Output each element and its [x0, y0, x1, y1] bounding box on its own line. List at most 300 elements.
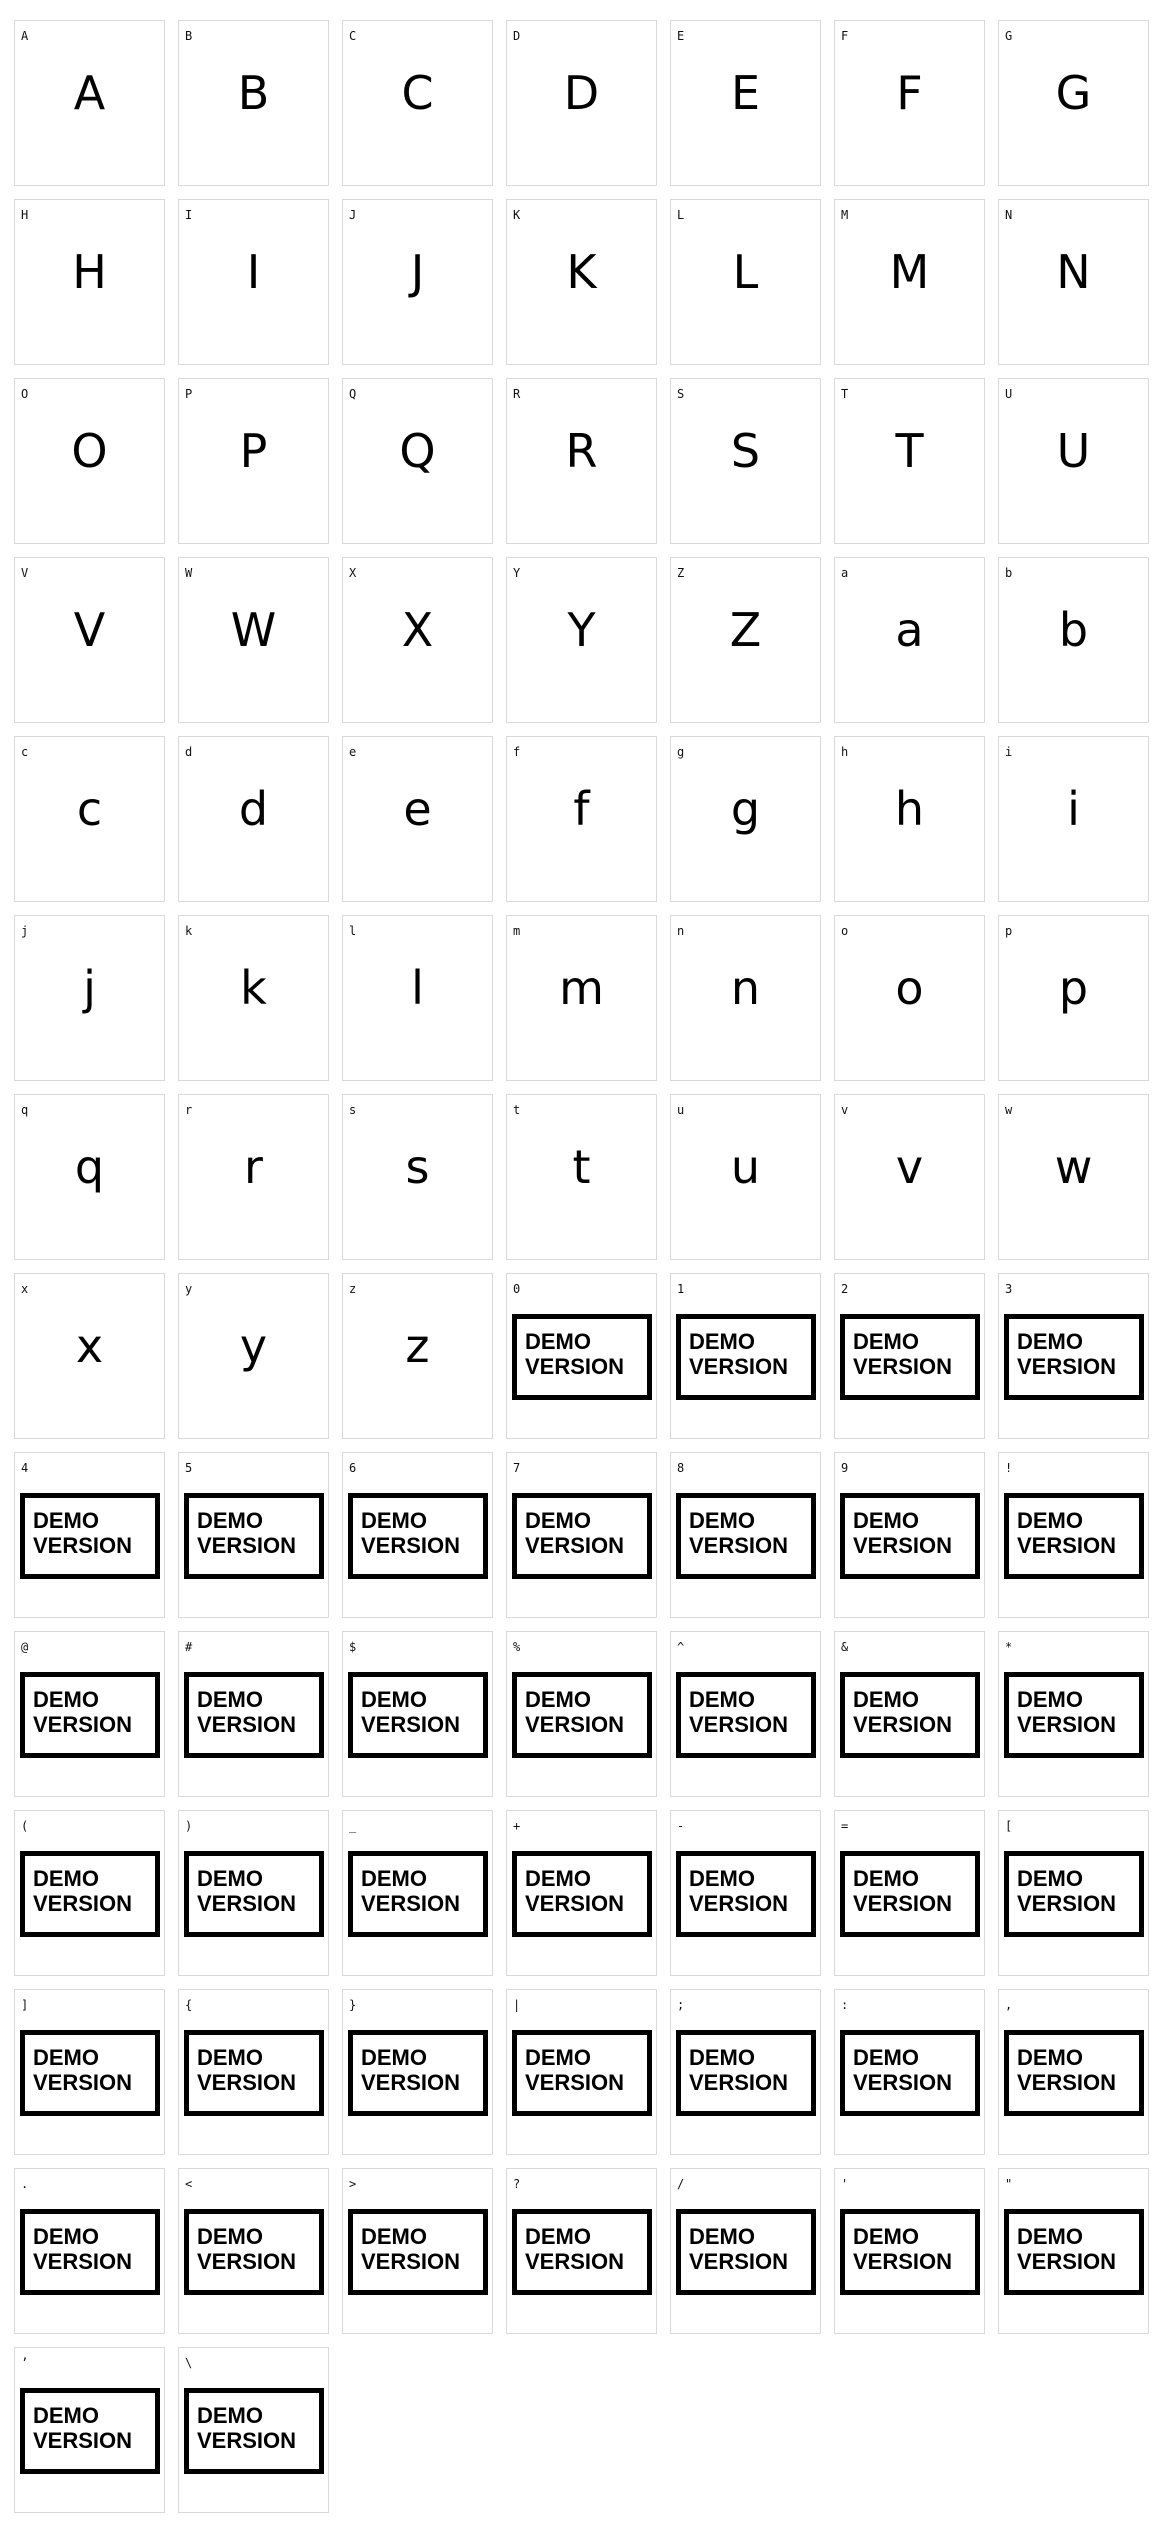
- glyph-label: X: [349, 566, 357, 580]
- glyph-cell: [998, 199, 1149, 365]
- demo-line: DEMO: [853, 1508, 919, 1533]
- glyph-cell-demo: [506, 1452, 657, 1618]
- glyph-grid: [14, 20, 1149, 2513]
- glyph-label: Y: [513, 566, 521, 580]
- glyph-sample: v: [895, 1140, 924, 1194]
- glyph-label: u: [677, 1103, 685, 1117]
- glyph-cell-demo: [670, 2168, 821, 2334]
- glyph-sample: R: [565, 424, 598, 478]
- glyph-sample: q: [74, 1140, 105, 1194]
- glyph-sample: f: [573, 782, 590, 836]
- demo-line: DEMO: [689, 1687, 755, 1712]
- demo-version-box: [512, 1672, 652, 1758]
- glyph-sample: t: [572, 1140, 591, 1194]
- glyph-label: z: [349, 1282, 357, 1296]
- glyph-sample: z: [405, 1319, 430, 1373]
- glyph-cell: [506, 199, 657, 365]
- glyph-label: Q: [349, 387, 357, 401]
- glyph-cell: [670, 199, 821, 365]
- demo-line: DEMO: [33, 1866, 99, 1891]
- glyph-label: e: [349, 745, 357, 759]
- glyph-label: =: [841, 1819, 849, 1833]
- demo-line: DEMO: [197, 1866, 263, 1891]
- glyph-cell-demo: [998, 1989, 1149, 2155]
- glyph-label: ": [1005, 2177, 1013, 2191]
- demo-line: VERSION: [853, 1712, 953, 1737]
- glyph-cell: [178, 915, 329, 1081]
- glyph-cell: [14, 378, 165, 544]
- glyph-cell: [998, 20, 1149, 186]
- glyph-cell: [834, 378, 985, 544]
- glyph-label: (: [21, 1819, 29, 1833]
- glyph-cell-demo: [14, 2347, 165, 2513]
- demo-line: DEMO: [1017, 1508, 1083, 1533]
- demo-line: VERSION: [525, 1354, 625, 1379]
- glyph-label: j: [21, 924, 29, 938]
- demo-line: VERSION: [361, 1533, 461, 1558]
- demo-line: DEMO: [361, 2224, 427, 2249]
- glyph-cell: [14, 557, 165, 723]
- glyph-sample: S: [730, 424, 761, 478]
- demo-line: DEMO: [1017, 1866, 1083, 1891]
- glyph-sample: a: [895, 603, 924, 657]
- demo-line: DEMO: [33, 2045, 99, 2070]
- glyph-sample: M: [889, 245, 930, 299]
- glyph-label: C: [349, 29, 357, 43]
- demo-line: DEMO: [689, 2045, 755, 2070]
- glyph-sample: r: [244, 1140, 263, 1194]
- glyph-label: @: [21, 1640, 29, 1654]
- glyph-cell: [670, 378, 821, 544]
- demo-line: VERSION: [1017, 2249, 1117, 2274]
- glyph-label: k: [185, 924, 193, 938]
- glyph-cell: [178, 736, 329, 902]
- demo-line: DEMO: [197, 1687, 263, 1712]
- glyph-cell-demo: [998, 1273, 1149, 1439]
- demo-line: DEMO: [33, 1687, 99, 1712]
- demo-line: DEMO: [361, 2045, 427, 2070]
- glyph-label: A: [21, 29, 29, 43]
- glyph-cell: [178, 1094, 329, 1260]
- demo-line: DEMO: [197, 2403, 263, 2428]
- demo-version-box: [1004, 2209, 1144, 2295]
- glyph-cell-demo: [506, 1989, 657, 2155]
- glyph-cell: [506, 1094, 657, 1260]
- demo-line: DEMO: [33, 2403, 99, 2428]
- demo-version-box: [348, 1851, 488, 1937]
- demo-line: DEMO: [853, 1866, 919, 1891]
- demo-line: VERSION: [689, 2249, 789, 2274]
- glyph-sample: L: [732, 245, 759, 299]
- glyph-sample: Z: [729, 603, 762, 657]
- demo-version-box: [1004, 1851, 1144, 1937]
- glyph-cell: [178, 378, 329, 544]
- glyph-cell: [178, 20, 329, 186]
- glyph-label: m: [513, 924, 521, 938]
- glyph-cell-demo: [834, 1989, 985, 2155]
- demo-line: VERSION: [197, 1891, 297, 1916]
- demo-version-box: [1004, 1314, 1144, 1400]
- glyph-cell-demo: [998, 1452, 1149, 1618]
- glyph-cell-demo: [670, 1452, 821, 1618]
- demo-line: DEMO: [689, 1329, 755, 1354]
- demo-version-box: [184, 1493, 324, 1579]
- glyph-label: B: [185, 29, 193, 43]
- glyph-cell-demo: [14, 1631, 165, 1797]
- demo-line: VERSION: [689, 1712, 789, 1737]
- glyph-cell-demo: [342, 1631, 493, 1797]
- glyph-cell: [670, 736, 821, 902]
- demo-version-box: [348, 2209, 488, 2295]
- glyph-cell-demo: [834, 1452, 985, 1618]
- glyph-sample: K: [566, 245, 597, 299]
- glyph-cell-demo: [998, 2168, 1149, 2334]
- glyph-sample: m: [559, 961, 604, 1015]
- glyph-cell: [670, 557, 821, 723]
- glyph-sample: n: [730, 961, 761, 1015]
- demo-line: VERSION: [33, 1891, 133, 1916]
- demo-line: VERSION: [853, 1533, 953, 1558]
- demo-line: VERSION: [525, 2249, 625, 2274]
- glyph-label: /: [677, 2177, 685, 2191]
- glyph-sample: Y: [567, 603, 596, 657]
- glyph-sample: T: [895, 424, 924, 478]
- glyph-cell-demo: [342, 1452, 493, 1618]
- glyph-cell-demo: [14, 1989, 165, 2155]
- demo-line: VERSION: [853, 1354, 953, 1379]
- glyph-label: ': [841, 2177, 849, 2191]
- glyph-label: ’: [21, 2356, 29, 2370]
- demo-line: DEMO: [689, 2224, 755, 2249]
- glyph-label: *: [1005, 1640, 1013, 1654]
- demo-line: DEMO: [525, 1866, 591, 1891]
- demo-version-box: [676, 2209, 816, 2295]
- glyph-sample: w: [1054, 1140, 1093, 1194]
- glyph-sample: e: [403, 782, 432, 836]
- glyph-sample: i: [1067, 782, 1080, 836]
- glyph-cell-demo: [342, 1810, 493, 1976]
- demo-line: VERSION: [853, 2070, 953, 2095]
- glyph-cell: [834, 1094, 985, 1260]
- glyph-label: g: [677, 745, 685, 759]
- glyph-cell-demo: [14, 1810, 165, 1976]
- demo-line: DEMO: [853, 1687, 919, 1712]
- glyph-label: :: [841, 1998, 849, 2012]
- demo-line: VERSION: [689, 1533, 789, 1558]
- demo-version-box: [1004, 2030, 1144, 2116]
- glyph-sample: b: [1058, 603, 1089, 657]
- demo-version-box: [512, 2209, 652, 2295]
- glyph-label: c: [21, 745, 29, 759]
- glyph-label: v: [841, 1103, 849, 1117]
- glyph-cell-demo: [178, 1989, 329, 2155]
- glyph-label: h: [841, 745, 849, 759]
- glyph-sample: H: [72, 245, 107, 299]
- glyph-label: 7: [513, 1461, 521, 1475]
- glyph-cell: [834, 20, 985, 186]
- demo-line: VERSION: [361, 2070, 461, 2095]
- demo-line: DEMO: [1017, 2224, 1083, 2249]
- glyph-label: P: [185, 387, 193, 401]
- demo-version-box: [676, 2030, 816, 2116]
- glyph-label: ): [185, 1819, 193, 1833]
- glyph-label: a: [841, 566, 849, 580]
- glyph-cell: [998, 736, 1149, 902]
- glyph-sample: d: [238, 782, 269, 836]
- glyph-label: S: [677, 387, 685, 401]
- glyph-cell-demo: [998, 1810, 1149, 1976]
- glyph-label: V: [21, 566, 29, 580]
- glyph-cell-demo: [342, 2168, 493, 2334]
- glyph-label: -: [677, 1819, 685, 1833]
- glyph-cell-demo: [670, 1989, 821, 2155]
- demo-version-box: [676, 1314, 816, 1400]
- glyph-label: [: [1005, 1819, 1013, 1833]
- glyph-label: Z: [677, 566, 685, 580]
- glyph-label: 1: [677, 1282, 685, 1296]
- demo-line: VERSION: [525, 1712, 625, 1737]
- glyph-label: ?: [513, 2177, 521, 2191]
- glyph-sample: G: [1055, 66, 1092, 120]
- glyph-cell-demo: [342, 1989, 493, 2155]
- demo-version-box: [840, 2030, 980, 2116]
- glyph-label: +: [513, 1819, 521, 1833]
- glyph-label: _: [349, 1819, 357, 1833]
- glyph-cell: [998, 915, 1149, 1081]
- glyph-sample: A: [73, 66, 106, 120]
- glyph-label: &: [841, 1640, 849, 1654]
- glyph-cell-demo: [834, 1810, 985, 1976]
- glyph-label: T: [841, 387, 849, 401]
- glyph-cell-demo: [178, 2347, 329, 2513]
- glyph-sample: F: [896, 66, 923, 120]
- glyph-label: #: [185, 1640, 193, 1654]
- demo-version-box: [348, 1493, 488, 1579]
- demo-version-box: [184, 1851, 324, 1937]
- glyph-cell: [998, 557, 1149, 723]
- demo-line: VERSION: [197, 2070, 297, 2095]
- demo-version-box: [676, 1672, 816, 1758]
- glyph-cell: [14, 736, 165, 902]
- demo-version-box: [512, 2030, 652, 2116]
- demo-line: VERSION: [197, 1712, 297, 1737]
- glyph-cell-demo: [834, 2168, 985, 2334]
- glyph-label: 2: [841, 1282, 849, 1296]
- glyph-label: >: [349, 2177, 357, 2191]
- glyph-cell-demo: [506, 2168, 657, 2334]
- demo-line: VERSION: [1017, 1533, 1117, 1558]
- glyph-cell: [998, 378, 1149, 544]
- glyph-cell: [178, 1273, 329, 1439]
- glyph-sample: Q: [399, 424, 436, 478]
- glyph-label: q: [21, 1103, 29, 1117]
- glyph-cell: [178, 199, 329, 365]
- glyph-label: U: [1005, 387, 1013, 401]
- glyph-cell-demo: [506, 1273, 657, 1439]
- glyph-cell-demo: [834, 1631, 985, 1797]
- glyph-label: 0: [513, 1282, 521, 1296]
- demo-line: DEMO: [1017, 1687, 1083, 1712]
- demo-version-box: [512, 1493, 652, 1579]
- glyph-label: 5: [185, 1461, 193, 1475]
- glyph-sample: N: [1056, 245, 1091, 299]
- demo-line: DEMO: [33, 1508, 99, 1533]
- glyph-cell-demo: [670, 1810, 821, 1976]
- glyph-cell: [342, 1094, 493, 1260]
- demo-version-box: [20, 2388, 160, 2474]
- glyph-sample: p: [1058, 961, 1089, 1015]
- glyph-label: r: [185, 1103, 193, 1117]
- demo-line: DEMO: [525, 1329, 591, 1354]
- demo-line: DEMO: [197, 2224, 263, 2249]
- demo-version-box: [184, 2388, 324, 2474]
- glyph-sample: k: [240, 961, 267, 1015]
- glyph-label: %: [513, 1640, 521, 1654]
- glyph-label: o: [841, 924, 849, 938]
- glyph-sample: D: [563, 66, 600, 120]
- demo-line: VERSION: [33, 2249, 133, 2274]
- demo-line: VERSION: [361, 2249, 461, 2274]
- glyph-cell: [834, 557, 985, 723]
- demo-line: DEMO: [853, 2045, 919, 2070]
- glyph-cell: [834, 736, 985, 902]
- demo-line: DEMO: [525, 1508, 591, 1533]
- demo-line: DEMO: [1017, 2045, 1083, 2070]
- glyph-label: p: [1005, 924, 1013, 938]
- demo-line: VERSION: [197, 2428, 297, 2453]
- glyph-cell: [342, 378, 493, 544]
- demo-version-box: [184, 1672, 324, 1758]
- glyph-label: F: [841, 29, 849, 43]
- glyph-label: \: [185, 2356, 193, 2370]
- glyph-cell: [670, 1094, 821, 1260]
- glyph-sample: h: [894, 782, 925, 836]
- demo-line: VERSION: [33, 1712, 133, 1737]
- glyph-cell: [342, 199, 493, 365]
- glyph-label: b: [1005, 566, 1013, 580]
- demo-version-box: [512, 1851, 652, 1937]
- glyph-cell-demo: [14, 2168, 165, 2334]
- glyph-label: ]: [21, 1998, 29, 2012]
- glyph-label: 8: [677, 1461, 685, 1475]
- glyph-cell-demo: [178, 1452, 329, 1618]
- glyph-sample: I: [246, 245, 261, 299]
- glyph-cell: [834, 915, 985, 1081]
- glyph-label: 4: [21, 1461, 29, 1475]
- glyph-label: O: [21, 387, 29, 401]
- demo-line: DEMO: [525, 2224, 591, 2249]
- demo-line: VERSION: [33, 2070, 133, 2095]
- glyph-label: y: [185, 1282, 193, 1296]
- demo-line: VERSION: [361, 1712, 461, 1737]
- demo-line: DEMO: [525, 2045, 591, 2070]
- demo-line: VERSION: [853, 1891, 953, 1916]
- glyph-cell: [342, 736, 493, 902]
- glyph-label: K: [513, 208, 521, 222]
- demo-version-box: [840, 1493, 980, 1579]
- glyph-cell-demo: [998, 1631, 1149, 1797]
- glyph-label: H: [21, 208, 29, 222]
- demo-line: VERSION: [361, 1891, 461, 1916]
- demo-line: VERSION: [33, 1533, 133, 1558]
- glyph-sample: W: [230, 603, 277, 657]
- glyph-sample: P: [239, 424, 268, 478]
- glyph-sample: u: [730, 1140, 761, 1194]
- glyph-sample: c: [76, 782, 103, 836]
- demo-line: VERSION: [1017, 1891, 1117, 1916]
- glyph-label: ,: [1005, 1998, 1013, 2012]
- glyph-label: {: [185, 1998, 193, 2012]
- glyph-cell-demo: [14, 1452, 165, 1618]
- glyph-cell-demo: [670, 1631, 821, 1797]
- demo-line: VERSION: [689, 2070, 789, 2095]
- glyph-label: x: [21, 1282, 29, 1296]
- demo-line: DEMO: [853, 1329, 919, 1354]
- glyph-cell: [342, 915, 493, 1081]
- demo-line: DEMO: [361, 1687, 427, 1712]
- glyph-cell: [670, 20, 821, 186]
- glyph-cell-demo: [506, 1631, 657, 1797]
- glyph-cell-demo: [670, 1273, 821, 1439]
- demo-version-box: [20, 1672, 160, 1758]
- glyph-label: 6: [349, 1461, 357, 1475]
- demo-line: VERSION: [689, 1891, 789, 1916]
- demo-line: VERSION: [853, 2249, 953, 2274]
- demo-version-box: [20, 2209, 160, 2295]
- glyph-sample: X: [401, 603, 434, 657]
- demo-version-box: [676, 1851, 816, 1937]
- glyph-cell: [506, 20, 657, 186]
- demo-version-box: [348, 2030, 488, 2116]
- glyph-cell: [506, 915, 657, 1081]
- glyph-cell-demo: [178, 1631, 329, 1797]
- glyph-label: !: [1005, 1461, 1013, 1475]
- demo-version-box: [184, 2030, 324, 2116]
- glyph-label: <: [185, 2177, 193, 2191]
- glyph-label: f: [513, 745, 521, 759]
- glyph-cell: [14, 199, 165, 365]
- demo-version-box: [676, 1493, 816, 1579]
- glyph-sample: o: [895, 961, 924, 1015]
- demo-line: DEMO: [689, 1866, 755, 1891]
- glyph-label: d: [185, 745, 193, 759]
- glyph-cell-demo: [178, 1810, 329, 1976]
- demo-line: DEMO: [361, 1508, 427, 1533]
- glyph-cell: [506, 557, 657, 723]
- glyph-sample: C: [401, 66, 434, 120]
- glyph-sample: E: [730, 66, 761, 120]
- glyph-label: 9: [841, 1461, 849, 1475]
- demo-line: VERSION: [1017, 1712, 1117, 1737]
- glyph-cell: [506, 378, 657, 544]
- demo-version-box: [20, 2030, 160, 2116]
- glyph-cell: [342, 1273, 493, 1439]
- glyph-label: s: [349, 1103, 357, 1117]
- glyph-label: N: [1005, 208, 1013, 222]
- glyph-sample: y: [239, 1319, 268, 1373]
- glyph-cell-demo: [834, 1273, 985, 1439]
- demo-version-box: [184, 2209, 324, 2295]
- demo-line: DEMO: [197, 2045, 263, 2070]
- demo-line: VERSION: [525, 2070, 625, 2095]
- demo-version-box: [840, 1851, 980, 1937]
- glyph-label: ^: [677, 1640, 685, 1654]
- demo-line: DEMO: [689, 1508, 755, 1533]
- demo-line: DEMO: [197, 1508, 263, 1533]
- demo-line: VERSION: [1017, 2070, 1117, 2095]
- glyph-sample: B: [237, 66, 270, 120]
- glyph-label: |: [513, 1998, 521, 2012]
